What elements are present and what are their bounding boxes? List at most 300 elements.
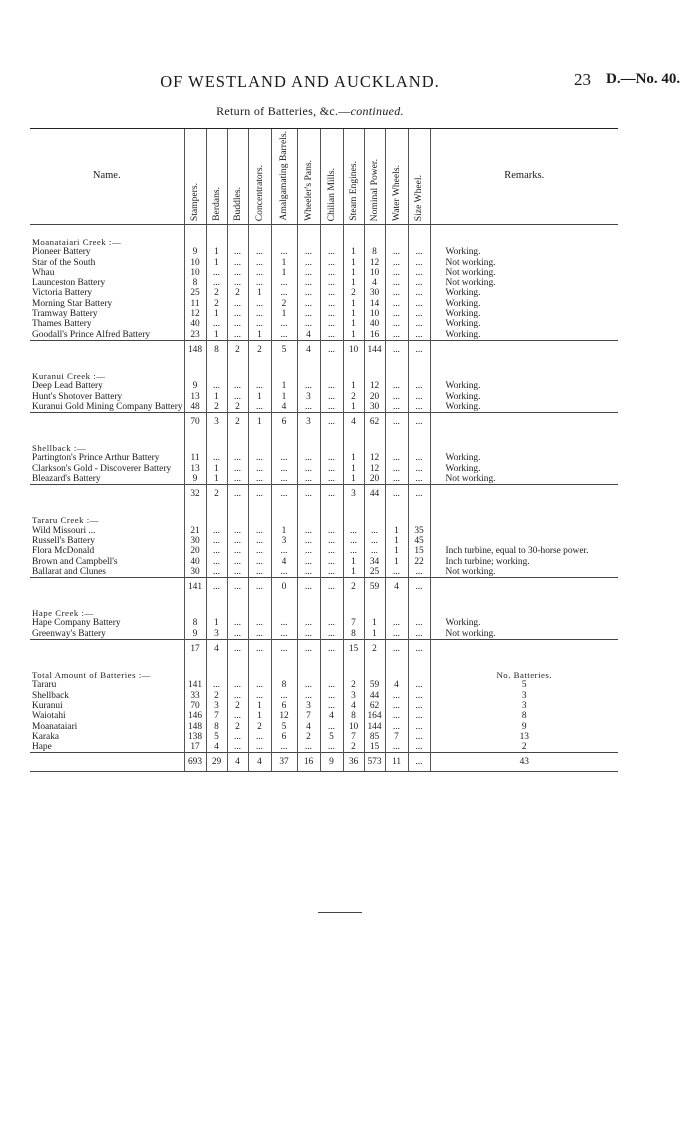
battery-name: Clarkson's Gold - Discoverer Battery bbox=[32, 463, 172, 474]
table-cell-value: ... bbox=[385, 330, 408, 341]
battery-name: Hape Company Battery bbox=[32, 618, 121, 629]
table-cell-value: ... bbox=[385, 618, 408, 628]
table-cell-value: ... bbox=[248, 319, 271, 329]
table-cell-value: ... bbox=[227, 691, 248, 701]
table-cell-value: ... bbox=[206, 381, 227, 391]
table-cell-value: ... bbox=[248, 258, 271, 268]
table-cell-blank bbox=[343, 431, 364, 453]
battery-name: Deep Lead Battery bbox=[32, 381, 103, 392]
table-cell-value: ... bbox=[297, 578, 320, 597]
column-header-numeric bbox=[227, 129, 248, 225]
table-cell-value: 4 bbox=[385, 578, 408, 597]
battery-name: Victoria Battery bbox=[32, 288, 93, 299]
battery-count: 13 bbox=[430, 732, 618, 742]
column-header-numeric bbox=[206, 129, 227, 225]
column-header-numeric bbox=[343, 129, 364, 225]
table-cell-blank bbox=[297, 596, 320, 618]
table-cell-blank bbox=[227, 359, 248, 381]
table-cell-value: 62 bbox=[364, 413, 385, 432]
table-cell-value: 13 bbox=[184, 464, 206, 474]
table-cell-value: ... bbox=[320, 413, 343, 432]
table-cell-value: 40 bbox=[184, 319, 206, 329]
battery-count: 3 bbox=[430, 691, 618, 701]
table-cell-value: ... bbox=[385, 453, 408, 463]
column-header-remarks: Remarks. bbox=[430, 129, 618, 225]
table-cell-value: 1 bbox=[206, 464, 227, 474]
table-cell-value: ... bbox=[408, 464, 430, 474]
remarks-cell: Inch turbine; working. bbox=[430, 557, 618, 567]
table-cell-value: 1 bbox=[248, 701, 271, 711]
battery-name: Hunt's Shotover Battery bbox=[32, 391, 123, 402]
table-cell-value: ... bbox=[364, 536, 385, 546]
table-cell-value: 12 bbox=[184, 309, 206, 319]
table-cell-value: ... bbox=[320, 557, 343, 567]
table-cell-value: 2 bbox=[206, 288, 227, 298]
table-cell-value: 7 bbox=[206, 711, 227, 721]
table-row bbox=[30, 319, 618, 329]
table-row bbox=[30, 474, 618, 485]
table-cell-blank bbox=[430, 485, 618, 504]
table-cell-value: ... bbox=[408, 640, 430, 659]
table-cell-value: ... bbox=[248, 474, 271, 485]
table-cell-value: 40 bbox=[184, 557, 206, 567]
table-cell-value: 4 bbox=[364, 278, 385, 288]
table-cell-value: ... bbox=[248, 309, 271, 319]
table-row bbox=[30, 453, 618, 463]
table-cell-value: 3 bbox=[297, 701, 320, 711]
table-cell-value: 1 bbox=[343, 381, 364, 391]
table-cell-value: ... bbox=[408, 247, 430, 257]
table-cell-value: 5 bbox=[271, 340, 297, 359]
table-cell-value: ... bbox=[248, 742, 271, 753]
table-cell-blank bbox=[206, 596, 227, 618]
table-cell-value: 1 bbox=[385, 526, 408, 536]
table-cell-value: ... bbox=[408, 691, 430, 701]
table-cell-value: ... bbox=[320, 536, 343, 546]
remarks-cell: Working. bbox=[430, 402, 618, 413]
table-cell-blank bbox=[271, 658, 297, 680]
table-cell-value: ... bbox=[248, 268, 271, 278]
table-cell-value: 62 bbox=[364, 701, 385, 711]
table-title-main: Return of Batteries, &c.— bbox=[216, 104, 351, 118]
table-cell-value: 2 bbox=[206, 299, 227, 309]
table-cell-value: 1 bbox=[248, 392, 271, 402]
table-cell-blank bbox=[227, 503, 248, 525]
table-cell-value: ... bbox=[408, 309, 430, 319]
table-cell-value: ... bbox=[408, 330, 430, 341]
table-cell-blank bbox=[320, 596, 343, 618]
table-cell-value: ... bbox=[320, 526, 343, 536]
remarks-cell: Working. bbox=[430, 319, 618, 329]
table-cell-value: 1 bbox=[343, 319, 364, 329]
table-cell-blank bbox=[430, 431, 618, 453]
table-cell-value: ... bbox=[297, 557, 320, 567]
table-cell-value: ... bbox=[408, 268, 430, 278]
table-cell-value: 2 bbox=[227, 722, 248, 732]
batteries-return-table bbox=[30, 128, 618, 772]
table-row bbox=[30, 567, 618, 578]
table-cell-value: 11 bbox=[385, 753, 408, 772]
table-cell-value: 15 bbox=[364, 742, 385, 753]
table-cell-value: 14 bbox=[364, 299, 385, 309]
table-cell-value: ... bbox=[227, 742, 248, 753]
section-heading: Moanataiari Creek :— bbox=[32, 237, 122, 247]
battery-name: Pioneer Battery bbox=[32, 247, 91, 258]
page-header bbox=[0, 70, 700, 94]
table-cell-value: ... bbox=[271, 288, 297, 298]
table-cell-value: 33 bbox=[184, 691, 206, 701]
table-cell-value: ... bbox=[297, 258, 320, 268]
table-cell-value: ... bbox=[408, 278, 430, 288]
table-cell-value: ... bbox=[227, 268, 248, 278]
table-cell-value: 20 bbox=[364, 392, 385, 402]
table-cell-blank bbox=[248, 658, 271, 680]
remarks-cell: Inch turbine, equal to 30-horse power. bbox=[430, 546, 618, 556]
table-cell-value: 144 bbox=[364, 340, 385, 359]
table-cell-value: ... bbox=[385, 485, 408, 504]
table-row bbox=[30, 557, 618, 567]
table-cell-blank bbox=[430, 359, 618, 381]
table-cell-value: 1 bbox=[271, 526, 297, 536]
table-cell-value: 3 bbox=[343, 485, 364, 504]
remarks-cell: Working. bbox=[430, 453, 618, 463]
district-name: Shellback bbox=[32, 690, 69, 701]
table-cell-value: ... bbox=[297, 618, 320, 628]
table-body bbox=[30, 129, 618, 772]
remarks-cell: Working. bbox=[430, 309, 618, 319]
table-cell-blank bbox=[30, 578, 184, 597]
table-cell-value: 2 bbox=[297, 732, 320, 742]
table-cell-value: ... bbox=[206, 567, 227, 578]
table-cell-blank bbox=[206, 431, 227, 453]
table-cell-value: 3 bbox=[271, 536, 297, 546]
battery-name: Whau bbox=[32, 267, 55, 278]
table-cell-value: ... bbox=[297, 474, 320, 485]
table-cell-value: ... bbox=[320, 691, 343, 701]
table-cell-blank bbox=[248, 431, 271, 453]
table-cell-value: 4 bbox=[271, 557, 297, 567]
table-cell-value: ... bbox=[248, 526, 271, 536]
table-cell-blank bbox=[206, 225, 227, 248]
table-cell-blank bbox=[408, 658, 430, 680]
table-cell-value: 25 bbox=[364, 567, 385, 578]
table-cell-value: ... bbox=[385, 392, 408, 402]
table-cell-value: ... bbox=[385, 268, 408, 278]
table-cell-blank bbox=[430, 503, 618, 525]
table-cell-value: ... bbox=[408, 567, 430, 578]
table-cell-value: ... bbox=[248, 640, 271, 659]
table-cell-value: ... bbox=[271, 546, 297, 556]
column-header-label: Size Wheel. bbox=[413, 174, 424, 221]
table-cell-value: ... bbox=[227, 640, 248, 659]
column-header-label: Buddles. bbox=[231, 187, 243, 221]
table-cell-value: 141 bbox=[184, 578, 206, 597]
table-row bbox=[30, 629, 618, 640]
battery-count: 8 bbox=[430, 711, 618, 721]
column-header-numeric bbox=[385, 129, 408, 225]
table-cell-value: ... bbox=[385, 711, 408, 721]
table-cell-value: ... bbox=[385, 629, 408, 640]
table-cell-blank bbox=[30, 413, 184, 432]
table-cell-value: 40 bbox=[364, 319, 385, 329]
summary-row bbox=[30, 691, 618, 701]
summary-row bbox=[30, 742, 618, 753]
table-cell-value: 2 bbox=[343, 742, 364, 753]
table-cell-blank bbox=[385, 431, 408, 453]
table-cell-value: ... bbox=[408, 732, 430, 742]
section-heading-row bbox=[30, 503, 618, 525]
table-cell-value: ... bbox=[408, 258, 430, 268]
table-cell-value: 2 bbox=[206, 485, 227, 504]
table-cell-value: ... bbox=[227, 526, 248, 536]
section-total-row bbox=[30, 485, 618, 504]
table-cell-value: 1 bbox=[271, 309, 297, 319]
page-title: OF WESTLAND AND AUCKLAND. bbox=[160, 72, 440, 91]
table-cell-value: ... bbox=[385, 247, 408, 257]
table-cell-value: ... bbox=[297, 268, 320, 278]
remarks-cell: Working. bbox=[430, 288, 618, 298]
table-cell-value: 4 bbox=[343, 701, 364, 711]
table-cell-value: 30 bbox=[364, 288, 385, 298]
table-cell-blank bbox=[297, 658, 320, 680]
table-cell-value: ... bbox=[408, 381, 430, 391]
table-cell-value: ... bbox=[227, 464, 248, 474]
table-cell-value: 1 bbox=[385, 557, 408, 567]
table-cell-value: 4 bbox=[297, 722, 320, 732]
table-cell-value: 29 bbox=[206, 753, 227, 772]
table-cell-value: 3 bbox=[206, 629, 227, 640]
table-cell-blank bbox=[430, 596, 618, 618]
table-cell-blank bbox=[184, 596, 206, 618]
column-header-label: Stampers. bbox=[189, 182, 200, 221]
table-cell-value: 25 bbox=[184, 288, 206, 298]
column-header-name: Name. bbox=[30, 129, 184, 225]
table-cell-blank bbox=[408, 431, 430, 453]
table-cell-value: ... bbox=[206, 526, 227, 536]
table-cell-value: ... bbox=[385, 381, 408, 391]
table-cell-value: 1 bbox=[343, 268, 364, 278]
battery-name: Partington's Prince Arthur Battery bbox=[32, 453, 160, 464]
footer-rule bbox=[318, 912, 362, 913]
district-name: Hape bbox=[32, 742, 52, 753]
table-cell-value: ... bbox=[343, 526, 364, 536]
column-header-label: Water Wheels. bbox=[390, 164, 402, 221]
table-cell-value: 34 bbox=[364, 557, 385, 567]
table-cell-value: 138 bbox=[184, 732, 206, 742]
table-cell-value: ... bbox=[248, 247, 271, 257]
battery-count: 3 bbox=[430, 701, 618, 711]
table-cell-value: ... bbox=[320, 485, 343, 504]
remarks-cell: Not working. bbox=[430, 629, 618, 640]
table-cell-value: ... bbox=[227, 557, 248, 567]
summary-row bbox=[30, 680, 618, 690]
table-cell-value: ... bbox=[385, 464, 408, 474]
table-cell-value: 1 bbox=[248, 288, 271, 298]
section-heading-row bbox=[30, 359, 618, 381]
table-cell-blank bbox=[320, 359, 343, 381]
battery-count: 9 bbox=[430, 722, 618, 732]
table-cell-value: 7 bbox=[297, 711, 320, 721]
table-cell-value: ... bbox=[227, 381, 248, 391]
table-cell-value: ... bbox=[206, 268, 227, 278]
table-cell-value: 3 bbox=[343, 691, 364, 701]
table-cell-value: 6 bbox=[271, 732, 297, 742]
table-cell-value: ... bbox=[248, 567, 271, 578]
table-cell-value: 8 bbox=[206, 722, 227, 732]
table-cell-value: ... bbox=[408, 288, 430, 298]
table-cell-blank bbox=[271, 431, 297, 453]
table-cell-value: ... bbox=[320, 268, 343, 278]
table-cell-value: ... bbox=[227, 392, 248, 402]
table-cell-blank bbox=[385, 658, 408, 680]
table-cell-value: 4 bbox=[248, 753, 271, 772]
table-row bbox=[30, 330, 618, 341]
table-cell-value: ... bbox=[271, 640, 297, 659]
table-cell-value: 2 bbox=[227, 340, 248, 359]
table-cell-value: 12 bbox=[364, 464, 385, 474]
section-total-row bbox=[30, 578, 618, 597]
table-cell-value: ... bbox=[320, 453, 343, 463]
table-cell-value: ... bbox=[385, 722, 408, 732]
table-cell-value: ... bbox=[320, 474, 343, 485]
table-cell-value: ... bbox=[408, 680, 430, 690]
table-cell-value: 10 bbox=[364, 268, 385, 278]
table-row bbox=[30, 464, 618, 474]
table-cell-value: ... bbox=[297, 640, 320, 659]
table-cell-value: 5 bbox=[271, 722, 297, 732]
table-cell-blank bbox=[408, 359, 430, 381]
battery-name: Ballarat and Clunes bbox=[32, 566, 106, 577]
table-cell-blank bbox=[343, 359, 364, 381]
table-row bbox=[30, 309, 618, 319]
table-cell-value: 1 bbox=[206, 474, 227, 485]
table-cell-value: ... bbox=[408, 578, 430, 597]
table-cell-value: 3 bbox=[206, 701, 227, 711]
table-cell-value: ... bbox=[297, 278, 320, 288]
table-cell-value: ... bbox=[408, 485, 430, 504]
table-cell-value: 1 bbox=[364, 629, 385, 640]
table-row bbox=[30, 536, 618, 546]
table-cell-value: 4 bbox=[206, 640, 227, 659]
table-cell-value: 1 bbox=[343, 474, 364, 485]
battery-name: Flora McDonald bbox=[32, 546, 95, 557]
table-cell-value: 70 bbox=[184, 701, 206, 711]
table-cell-value: 17 bbox=[184, 640, 206, 659]
table-cell-value: ... bbox=[297, 319, 320, 329]
battery-name: Tramway Battery bbox=[32, 309, 98, 320]
table-cell-value: ... bbox=[385, 402, 408, 413]
table-cell-value: ... bbox=[227, 711, 248, 721]
table-cell-value: 12 bbox=[271, 711, 297, 721]
section-heading: Kuranui Creek :— bbox=[32, 370, 106, 381]
table-cell-blank bbox=[184, 431, 206, 453]
table-cell-value: ... bbox=[297, 309, 320, 319]
table-cell-value: ... bbox=[206, 536, 227, 546]
table-cell-value: 693 bbox=[184, 753, 206, 772]
table-cell-blank bbox=[320, 503, 343, 525]
table-cell-value: 1 bbox=[206, 247, 227, 257]
table-cell-value: 1 bbox=[343, 247, 364, 257]
table-cell-value: ... bbox=[248, 464, 271, 474]
table-cell-value: 1 bbox=[385, 536, 408, 546]
table-cell-value: 1 bbox=[248, 330, 271, 341]
section-heading-row bbox=[30, 431, 618, 453]
table-cell-value: ... bbox=[248, 546, 271, 556]
table-cell-value: 148 bbox=[184, 340, 206, 359]
column-header-numeric bbox=[408, 129, 430, 225]
table-cell-value: ... bbox=[271, 691, 297, 701]
table-cell-value: 1 bbox=[343, 453, 364, 463]
table-cell-value: ... bbox=[271, 618, 297, 628]
table-cell-value: ... bbox=[385, 691, 408, 701]
table-cell-blank bbox=[248, 225, 271, 248]
table-cell-value: 4 bbox=[297, 330, 320, 341]
battery-name: Russell's Battery bbox=[32, 535, 95, 546]
table-cell-value: ... bbox=[297, 288, 320, 298]
table-cell-blank bbox=[30, 485, 184, 504]
table-row bbox=[30, 381, 618, 391]
table-cell-blank bbox=[343, 503, 364, 525]
table-cell-value: ... bbox=[385, 640, 408, 659]
table-cell-value: 1 bbox=[364, 618, 385, 628]
table-cell-value: ... bbox=[408, 340, 430, 359]
battery-name: Kuranui Gold Mining Company Battery bbox=[32, 401, 183, 412]
table-cell-value: 1 bbox=[271, 268, 297, 278]
table-cell-value: ... bbox=[385, 567, 408, 578]
table-row bbox=[30, 268, 618, 278]
table-cell-value: ... bbox=[320, 309, 343, 319]
table-cell-value: ... bbox=[271, 453, 297, 463]
table-cell-blank bbox=[206, 658, 227, 680]
table-cell-value: ... bbox=[320, 381, 343, 391]
table-cell-value: 1 bbox=[343, 567, 364, 578]
table-cell-value: 9 bbox=[320, 753, 343, 772]
table-cell-blank bbox=[385, 359, 408, 381]
table-cell-value: 1 bbox=[343, 402, 364, 413]
table-cell-value: ... bbox=[248, 278, 271, 288]
table-cell-blank bbox=[320, 431, 343, 453]
table-title-continued: continued. bbox=[350, 104, 404, 118]
remarks-cell: Not working. bbox=[430, 258, 618, 268]
table-cell-value: ... bbox=[248, 618, 271, 628]
table-cell-value: ... bbox=[297, 629, 320, 640]
table-row bbox=[30, 392, 618, 402]
summary-heading-row bbox=[30, 658, 618, 680]
table-cell-value: ... bbox=[248, 381, 271, 391]
table-cell-value: ... bbox=[320, 742, 343, 753]
table-cell-value: ... bbox=[227, 485, 248, 504]
remarks-cell: Working. bbox=[430, 392, 618, 402]
column-header-row bbox=[30, 129, 618, 225]
table-cell-value: ... bbox=[206, 453, 227, 463]
table-cell-value: ... bbox=[227, 258, 248, 268]
table-cell-value: 37 bbox=[271, 753, 297, 772]
column-header-label: Steam Engines. bbox=[347, 161, 359, 221]
table-cell-value: 2 bbox=[206, 402, 227, 413]
table-cell-value: ... bbox=[343, 546, 364, 556]
table-row bbox=[30, 546, 618, 556]
summary-count-header: No. Batteries. bbox=[430, 658, 618, 680]
table-cell-value: ... bbox=[320, 340, 343, 359]
table-cell-value: ... bbox=[343, 536, 364, 546]
table-cell-value: 4 bbox=[227, 753, 248, 772]
table-cell-value: 1 bbox=[343, 299, 364, 309]
table-cell-value: 8 bbox=[343, 629, 364, 640]
table-cell-value: ... bbox=[297, 526, 320, 536]
table-cell-value: 10 bbox=[343, 340, 364, 359]
table-cell-value: 148 bbox=[184, 722, 206, 732]
table-cell-value: ... bbox=[248, 629, 271, 640]
